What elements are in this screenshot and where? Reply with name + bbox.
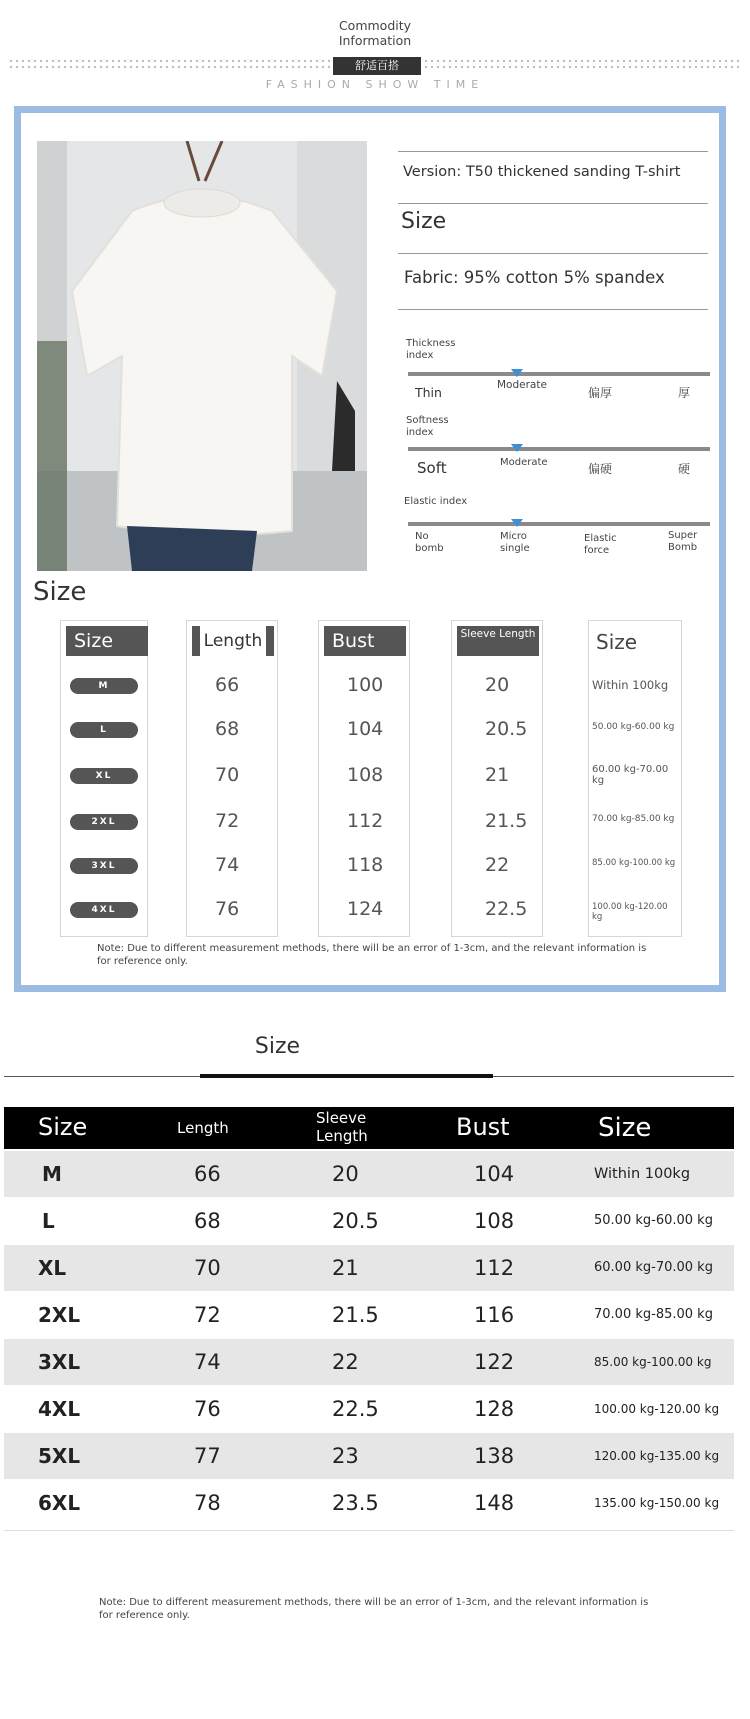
elastic-option-3: Elastic force [584, 533, 617, 556]
sleeve-length-cell: 20 [332, 1162, 359, 1186]
softness-index-label: Softness index [406, 415, 449, 438]
table-row [4, 1198, 734, 1244]
sleeve-length-cell: 22.5 [332, 1397, 379, 1421]
size-pill: 4XL [70, 902, 138, 918]
bust-cell: 104 [474, 1162, 515, 1186]
sleeve-value: 20 [485, 674, 510, 696]
table-row [4, 1339, 734, 1385]
table-row [4, 1292, 734, 1338]
bust-cell: 112 [474, 1256, 515, 1280]
bust-cell: 138 [474, 1444, 515, 1468]
length-value: 68 [215, 718, 240, 740]
size-pill: 3XL [70, 858, 138, 874]
version-text: Version: T50 thickened sanding T-shirt [403, 164, 681, 180]
thickness-marker [511, 369, 523, 377]
size-cell: 2XL [38, 1303, 81, 1327]
weight-column-header: Size [596, 630, 638, 654]
elastic-option-1: No bomb [415, 531, 444, 554]
bust-value: 108 [347, 764, 384, 786]
bust-value: 118 [347, 854, 384, 876]
measurement-note: Note: Due to different measurement methods, there will be an error of 1-3cm, and the relevant information is for reference only. [97, 943, 647, 967]
weight-range-value: 50.00 kg-60.00 kg [592, 722, 675, 732]
dotted-divider-right [423, 58, 741, 72]
bust-cell: 122 [474, 1350, 515, 1374]
length-cell: 78 [194, 1491, 221, 1515]
sleeve-column-header: Sleeve Length [457, 626, 539, 656]
commodity-info-title: Commodity Information [338, 18, 412, 48]
length-value: 74 [215, 854, 240, 876]
length-cell: 70 [194, 1256, 221, 1280]
elastic-option-4: Super Bomb [668, 530, 698, 553]
size-pill: L [70, 722, 138, 738]
softness-option-4: 硬 [678, 462, 691, 476]
header-sleeve-length: Sleeve Length [316, 1109, 368, 1145]
weight-range-cell: 135.00 kg-150.00 kg [594, 1496, 720, 1510]
elastic-index-label: Elastic index [404, 496, 468, 507]
weight-range-cell: 70.00 kg-85.00 kg [594, 1307, 713, 1322]
size-pill: XL [70, 768, 138, 784]
sleeve-length-cell: 23 [332, 1444, 359, 1468]
sleeve-value: 22 [485, 854, 510, 876]
length-cell: 68 [194, 1209, 221, 1233]
weight-range-cell: 60.00 kg-70.00 kg [594, 1260, 713, 1275]
table-row [4, 1151, 734, 1197]
size-cell: 5XL [38, 1444, 81, 1468]
spec-divider [398, 151, 708, 152]
bust-value: 124 [347, 898, 384, 920]
softness-option-3: 偏硬 [588, 462, 613, 476]
length-cell: 74 [194, 1350, 221, 1374]
product-photo [37, 141, 367, 571]
weight-range-value: 70.00 kg-85.00 kg [592, 814, 675, 824]
table-row [4, 1245, 734, 1291]
size-cell: 6XL [38, 1491, 81, 1515]
bottom-measurement-note: Note: Due to different measurement methods, there will be an error of 1-3cm, and the relevant information is for reference only. [99, 1597, 649, 1621]
sleeve-value: 21.5 [485, 810, 528, 832]
weight-range-cell: 100.00 kg-120.00 kg [594, 1402, 720, 1416]
weight-range-value: 100.00 kg-120.00 kg [592, 902, 668, 922]
softness-scale-bar [408, 447, 710, 451]
dotted-divider-left [8, 58, 333, 72]
length-cell: 77 [194, 1444, 221, 1468]
spec-divider [398, 253, 708, 254]
bust-cell: 128 [474, 1397, 515, 1421]
sleeve-value: 22.5 [485, 898, 528, 920]
sleeve-value: 20.5 [485, 718, 528, 740]
table-bottom-border [4, 1530, 734, 1531]
bust-cell: 148 [474, 1491, 515, 1515]
length-column-header: Length [192, 626, 274, 656]
sleeve-length-cell: 21.5 [332, 1303, 379, 1327]
length-value: 66 [215, 674, 240, 696]
elastic-marker [511, 519, 523, 527]
weight-range-value: 85.00 kg-100.00 kg [592, 858, 676, 868]
size-pill: M [70, 678, 138, 694]
length-cell: 76 [194, 1397, 221, 1421]
tshirt-image [37, 141, 367, 571]
size-cell: XL [38, 1256, 67, 1280]
thickness-option-3: 偏厚 [588, 386, 613, 400]
softness-option-soft: Soft [417, 459, 447, 477]
bust-value: 100 [347, 674, 384, 696]
size-spec-label: Size [401, 209, 447, 234]
sleeve-value: 21 [485, 764, 510, 786]
length-cell: 66 [194, 1162, 221, 1186]
sleeve-length-cell: 21 [332, 1256, 359, 1280]
size-cell: M [42, 1162, 62, 1186]
size-column-header: Size [66, 626, 148, 656]
size-cell: 4XL [38, 1397, 81, 1421]
header-badge: 舒适百搭 [333, 57, 421, 75]
length-cell: 72 [194, 1303, 221, 1327]
header-bust: Bust [456, 1113, 510, 1141]
fashion-subtitle: FASHION SHOW TIME [265, 78, 485, 91]
weight-range-cell: Within 100kg [594, 1166, 691, 1182]
size-table-header [4, 1107, 734, 1149]
bust-cell: 108 [474, 1209, 515, 1233]
size-section-label: Size [33, 577, 87, 607]
weight-range-value: 60.00 kg-70.00 kg [592, 764, 669, 786]
spec-divider [398, 309, 708, 310]
softness-marker [511, 444, 523, 452]
size-cell: L [42, 1209, 55, 1233]
sleeve-length-cell: 20.5 [332, 1209, 379, 1233]
length-value: 70 [215, 764, 240, 786]
length-value: 72 [215, 810, 240, 832]
thickness-option-moderate: Moderate [497, 379, 547, 391]
thickness-scale-bar [408, 372, 710, 376]
elastic-scale-bar [408, 522, 710, 526]
softness-option-moderate: Moderate [500, 457, 548, 468]
size-cell: 3XL [38, 1350, 81, 1374]
length-value: 76 [215, 898, 240, 920]
thickness-option-4: 厚 [678, 386, 691, 400]
thickness-index-label: Thickness index [406, 338, 456, 361]
sleeve-length-cell: 23.5 [332, 1491, 379, 1515]
table-row [4, 1433, 734, 1479]
bust-cell: 116 [474, 1303, 515, 1327]
header-length: Length [177, 1119, 229, 1137]
header-size: Size [38, 1113, 88, 1141]
elastic-option-2: Micro single [500, 531, 530, 554]
table-row [4, 1386, 734, 1432]
fabric-text: Fabric: 95% cotton 5% spandex [404, 268, 665, 287]
size-pill: 2XL [70, 814, 138, 830]
thickness-option-thin: Thin [415, 385, 442, 400]
header-weight: Size [598, 1113, 652, 1143]
title-underline-accent [200, 1074, 493, 1078]
sleeve-length-cell: 22 [332, 1350, 359, 1374]
bust-value: 104 [347, 718, 384, 740]
weight-range-cell: 50.00 kg-60.00 kg [594, 1213, 713, 1228]
weight-range-value: Within 100kg [592, 678, 669, 692]
bust-column-header: Bust [324, 626, 406, 656]
spec-divider [398, 203, 708, 204]
weight-range-cell: 85.00 kg-100.00 kg [594, 1355, 712, 1369]
size-table-title: Size [254, 1034, 301, 1059]
weight-range-cell: 120.00 kg-135.00 kg [594, 1449, 720, 1463]
table-row [4, 1480, 734, 1526]
bust-value: 112 [347, 810, 384, 832]
